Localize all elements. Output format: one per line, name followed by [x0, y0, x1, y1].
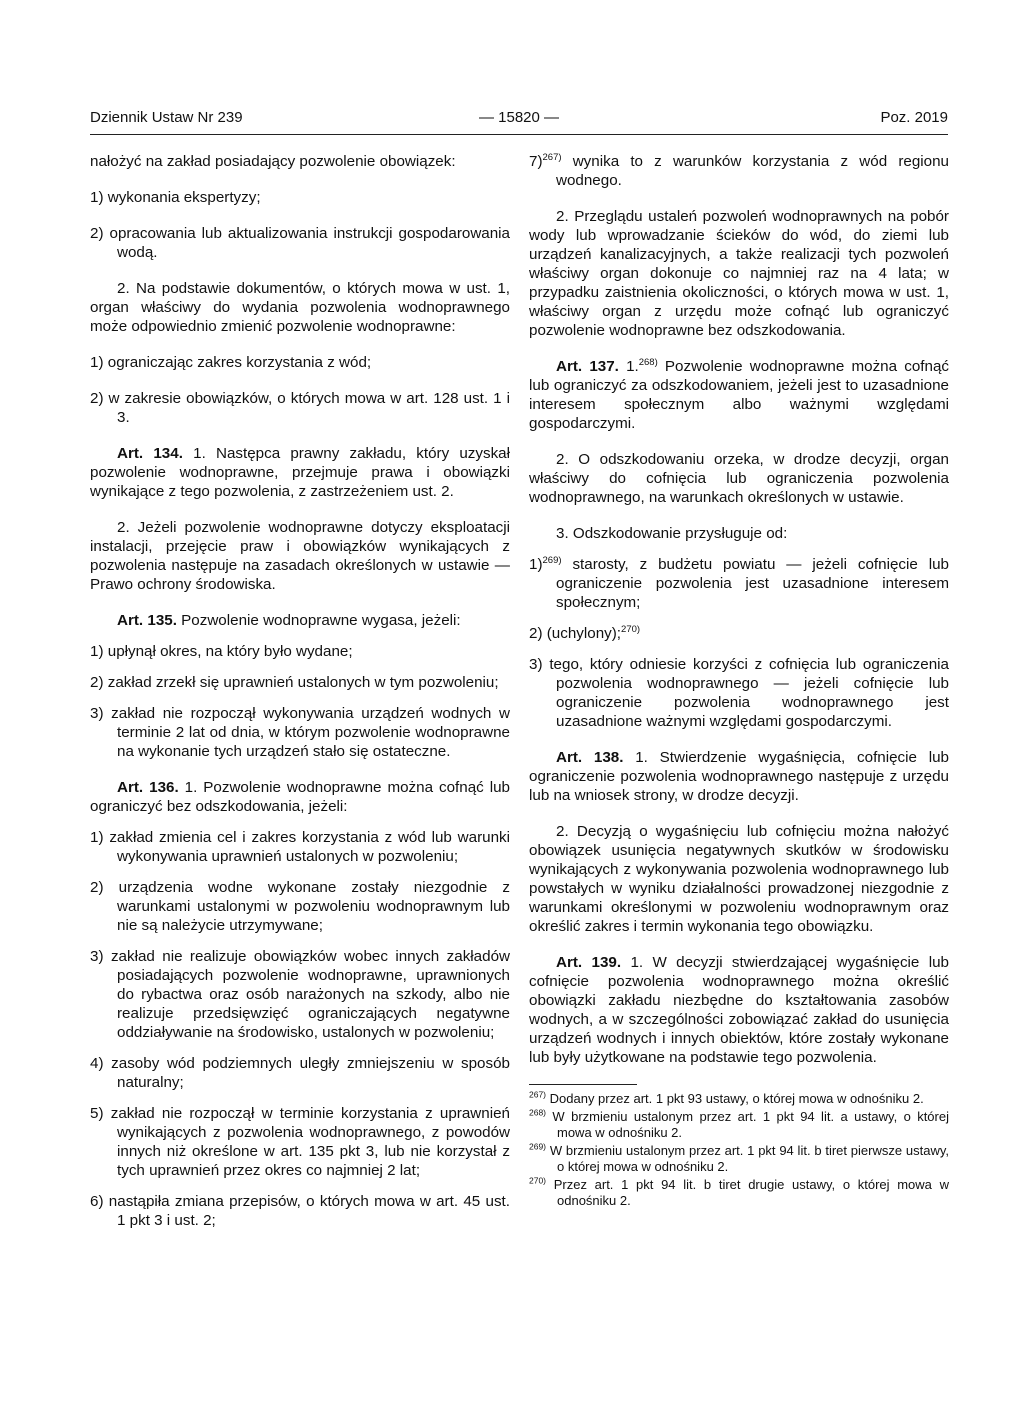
- position-number: Poz. 2019: [880, 109, 948, 126]
- art-136-paragraph-2: 2. Przeglądu ustaleń pozwoleń wodnoprawnych na pobór wody lub wprowadzanie ścieków do wód, do ziemi lub urządzeń kanalizacyjnych, a także realizacji tych pozwoleń właściwy organ dokonuje co najmniej raz na 4 lata; w przypadku zaistnienia okoliczności, o których mowa w ust. 1, właściwy organ z urzędu może cofnąć lub ograniczyć pozwolenie wodnoprawne bez odszkodowania.: [529, 208, 949, 339]
- item-text: (uchylony);: [546, 625, 622, 642]
- header-rule: [90, 134, 948, 135]
- art-137-paragraph-3: 3. Odszkodowanie przysługuje od:: [556, 525, 788, 542]
- list-item: [90, 704, 510, 761]
- article-text: 1. Następca prawny zakładu, który uzyskał pozwolenie wodnoprawne, przejmuje prawa i obowiązki wynikające z tego pozwolenia, z zastrzeżeniem ust. 2.: [90, 445, 510, 500]
- item-text: zakład zrzekł się uprawnień ustalonych w tym pozwoleniu;: [107, 674, 499, 691]
- article-text: 1. W decyzji stwierdzającej wygaśnięcie lub cofnięcie pozwolenia wodnoprawnego można określić obowiązki zakładu niezbędne do kształtowania zasobów wodnych, a w szczególności zobowiązać zakład do usunięcia urządzeń wodnych i innych obiektów, które zostały wykonane lub były użytkowane na podstawie tego pozwolenia.: [529, 954, 949, 1066]
- item-text: ograniczając zakres korzystania z wód;: [107, 354, 372, 371]
- paragraph-2: 2. Na podstawie dokumentów, o których mowa w ust. 1, organ właściwy do wydania pozwolenia wodnoprawnego może odpowiednio zmienić pozwolenie wodnoprawne:: [90, 280, 510, 335]
- footnote-mark: 269): [529, 1141, 547, 1152]
- footnote-ref: 270): [621, 623, 641, 635]
- item-number: 2): [90, 225, 104, 242]
- item-number: 2): [529, 625, 543, 642]
- art-138-paragraph-1: [529, 748, 949, 805]
- item-text: urządzenia wodne wykonane zostały niezgodnie z warunkami ustalonymi w pozwoleniu wodnoprawnym lub nie są należycie utrzymywane;: [117, 879, 510, 934]
- footnote: [529, 1177, 949, 1209]
- article-text: 1. Pozwolenie wodnoprawne można cofnąć lub ograniczyć bez odszkodowania, jeżeli:: [90, 779, 510, 815]
- footnote: [529, 1091, 949, 1107]
- article-label: Art. 136.: [117, 779, 179, 796]
- footnote-mark: 270): [529, 1175, 547, 1186]
- list-item: [90, 673, 510, 692]
- list-item: [90, 828, 510, 866]
- item-text: zakład nie rozpoczął wykonywania urządzeń wodnych w terminie 2 lat od dnia, w którym pozwolenie wodnoprawne na wykonanie tych urządzeń stało się ostateczne.: [111, 705, 510, 760]
- art-134-paragraph-1: [90, 444, 510, 501]
- list-item: [90, 188, 510, 207]
- item-number: 2): [90, 674, 104, 691]
- item-number: 3): [90, 948, 104, 965]
- list-item: [90, 642, 510, 661]
- item-number: 4): [90, 1055, 104, 1072]
- art-136-paragraph: [90, 778, 510, 816]
- right-column: [529, 152, 949, 1211]
- article-label: Art. 138.: [556, 749, 624, 766]
- list-item: [90, 947, 510, 1042]
- item-text: zakład nie rozpoczął w terminie korzystania z uprawnień wynikających z pozwolenia wodnoprawnego, z powodów innych niż określone w art. 135 pkt 3, lub nie korzystał z tych uprawnień przez okres co najmniej 2 lat;: [110, 1105, 510, 1179]
- article-label: Art. 135.: [117, 612, 177, 629]
- art-135-paragraph: [90, 611, 510, 630]
- list-item: [529, 624, 949, 643]
- item-text: zasoby wód podziemnych uległy zmniejszeniu w sposób naturalny;: [111, 1055, 510, 1091]
- item-number: 1): [90, 643, 104, 660]
- article-label: Art. 137.: [556, 358, 619, 375]
- article-text: Pozwolenie wodnoprawne można cofnąć lub ograniczyć za odszkodowaniem, jeżeli jest to uzasadnione interesem społecznym albo ważnymi względami gospodarczymi.: [529, 358, 949, 432]
- item-text: opracowania lub aktualizowania instrukcji gospodarowania wodą.: [109, 225, 510, 261]
- page-number: — 15820 —: [478, 109, 560, 126]
- item-text: wykonania ekspertyzy;: [107, 189, 261, 206]
- list-item: [90, 1192, 510, 1230]
- item-number: 7): [529, 153, 543, 170]
- article-text: 1. Stwierdzenie wygaśnięcia, cofnięcie lub ograniczenie pozwolenia wodnoprawnego następuje z urzędu lub na wniosek strony, w drodze decyzji.: [529, 749, 949, 804]
- list-item: [90, 389, 510, 427]
- list-item: [90, 1104, 510, 1180]
- item-number: 2): [90, 879, 104, 896]
- left-column: [90, 152, 510, 1242]
- footnote-ref: 269): [542, 554, 562, 566]
- article-label: Art. 139.: [556, 954, 622, 971]
- list-item: [90, 224, 510, 262]
- item-text: tego, który odniesie korzyści z cofnięcia lub ograniczenia pozwolenia wodnoprawnego — jeżeli cofnięcie lub ograniczenie pozwolenia wodnoprawnego jest uzasadnione ważnymi względami gospodarczymi.: [549, 656, 949, 730]
- list-item: [529, 655, 949, 731]
- footnote-text: W brzmieniu ustalonym przez art. 1 pkt 94 lit. a ustawy, o której mowa w odnośniku 2.: [552, 1109, 949, 1140]
- item-number: 1): [90, 829, 104, 846]
- art-134-paragraph-2: 2. Jeżeli pozwolenie wodnoprawne dotyczy eksploatacji instalacji, przejęcie praw i obowiązków wynikających z pozwolenia następuje na zasadach określonych w ustawie — Prawo ochrony środowiska.: [90, 519, 510, 593]
- list-item: [529, 152, 949, 190]
- article-num: 1.: [626, 358, 639, 375]
- footnote-mark: 268): [529, 1107, 547, 1118]
- art-138-paragraph-2: 2. Decyzją o wygaśnięciu lub cofnięciu można nałożyć obowiązek usunięcia negatywnych skutków w środowisku wynikających z wykonywania pozwolenia wodnoprawnego lub powstałych w wyniku działalności prowadzonej niezgodnie z warunkami określonymi w pozwoleniu wodnoprawnym oraz określić zakres i termin wykonania tego obowiązku.: [529, 823, 949, 935]
- footnote-text: Przez art. 1 pkt 94 lit. b tiret drugie ustawy, o której mowa w odnośniku 2.: [553, 1177, 949, 1208]
- article-label: Art. 134.: [117, 445, 183, 462]
- list-item: [90, 353, 510, 372]
- item-number: 1): [90, 354, 104, 371]
- item-text: zakład nie realizuje obowiązków wobec innych zakładów posiadających pozwolenie wodnoprawne, uprawnionych do rybactwa oraz osób narażonych na szkody, albo nie realizuje przedsięwzięć ograniczających negatywne oddziaływanie na środowisko, ustalonych w pozwoleniu;: [110, 948, 510, 1041]
- list-item: [90, 1054, 510, 1092]
- footnote-mark: 267): [529, 1089, 547, 1100]
- art-137-paragraph-1: [529, 357, 949, 433]
- footnote-rule: [529, 1084, 637, 1085]
- list-item: [90, 878, 510, 935]
- item-number: 2): [90, 390, 104, 407]
- item-text: upłynął okres, na który było wydane;: [107, 643, 353, 660]
- item-number: 3): [529, 656, 543, 673]
- item-text: w zakresie obowiązków, o których mowa w art. 128 ust. 1 i 3.: [108, 390, 510, 426]
- footnote-text: Dodany przez art. 1 pkt 93 ustawy, o której mowa w odnośniku 2.: [549, 1091, 924, 1106]
- item-number: 3): [90, 705, 104, 722]
- item-text: zakład zmienia cel i zakres korzystania z wód lub warunki wykonywania uprawnień ustalonych w pozwoleniu;: [109, 829, 510, 865]
- intro-paragraph: nałożyć na zakład posiadający pozwolenie obowiązek:: [90, 153, 456, 170]
- journal-title: Dziennik Ustaw Nr 239: [90, 109, 243, 126]
- footnotes: [529, 1091, 949, 1209]
- item-text: nastąpiła zmiana przepisów, o których mowa w art. 45 ust. 1 pkt 3 i ust. 2;: [108, 1193, 510, 1229]
- art-139-paragraph: [529, 953, 949, 1067]
- item-number: 1): [90, 189, 104, 206]
- art-137-paragraph-2: 2. O odszkodowaniu orzeka, w drodze decyzji, organ właściwy do cofnięcia lub ograniczenia pozwolenia wodnoprawnego, na warunkach określonych w ustawie.: [529, 451, 949, 506]
- footnote: [529, 1143, 949, 1175]
- item-text: wynika to z warunków korzystania z wód regionu wodnego.: [556, 153, 949, 189]
- item-text: starosty, z budżetu powiatu — jeżeli cofnięcie lub ograniczenie pozwolenia jest uzasadnione interesem społecznym;: [556, 556, 949, 611]
- footnote-ref: 267): [542, 151, 562, 163]
- item-number: 1): [529, 556, 543, 573]
- page-header: [90, 107, 948, 129]
- footnote-text: W brzmieniu ustalonym przez art. 1 pkt 94 lit. b tiret pierwsze ustawy, o której mowa w odnośniku 2.: [549, 1143, 949, 1174]
- article-text: Pozwolenie wodnoprawne wygasa, jeżeli:: [181, 612, 461, 629]
- list-item: [529, 555, 949, 612]
- item-number: 5): [90, 1105, 104, 1122]
- item-number: 6): [90, 1193, 104, 1210]
- footnote-ref: 268): [638, 356, 658, 368]
- footnote: [529, 1109, 949, 1141]
